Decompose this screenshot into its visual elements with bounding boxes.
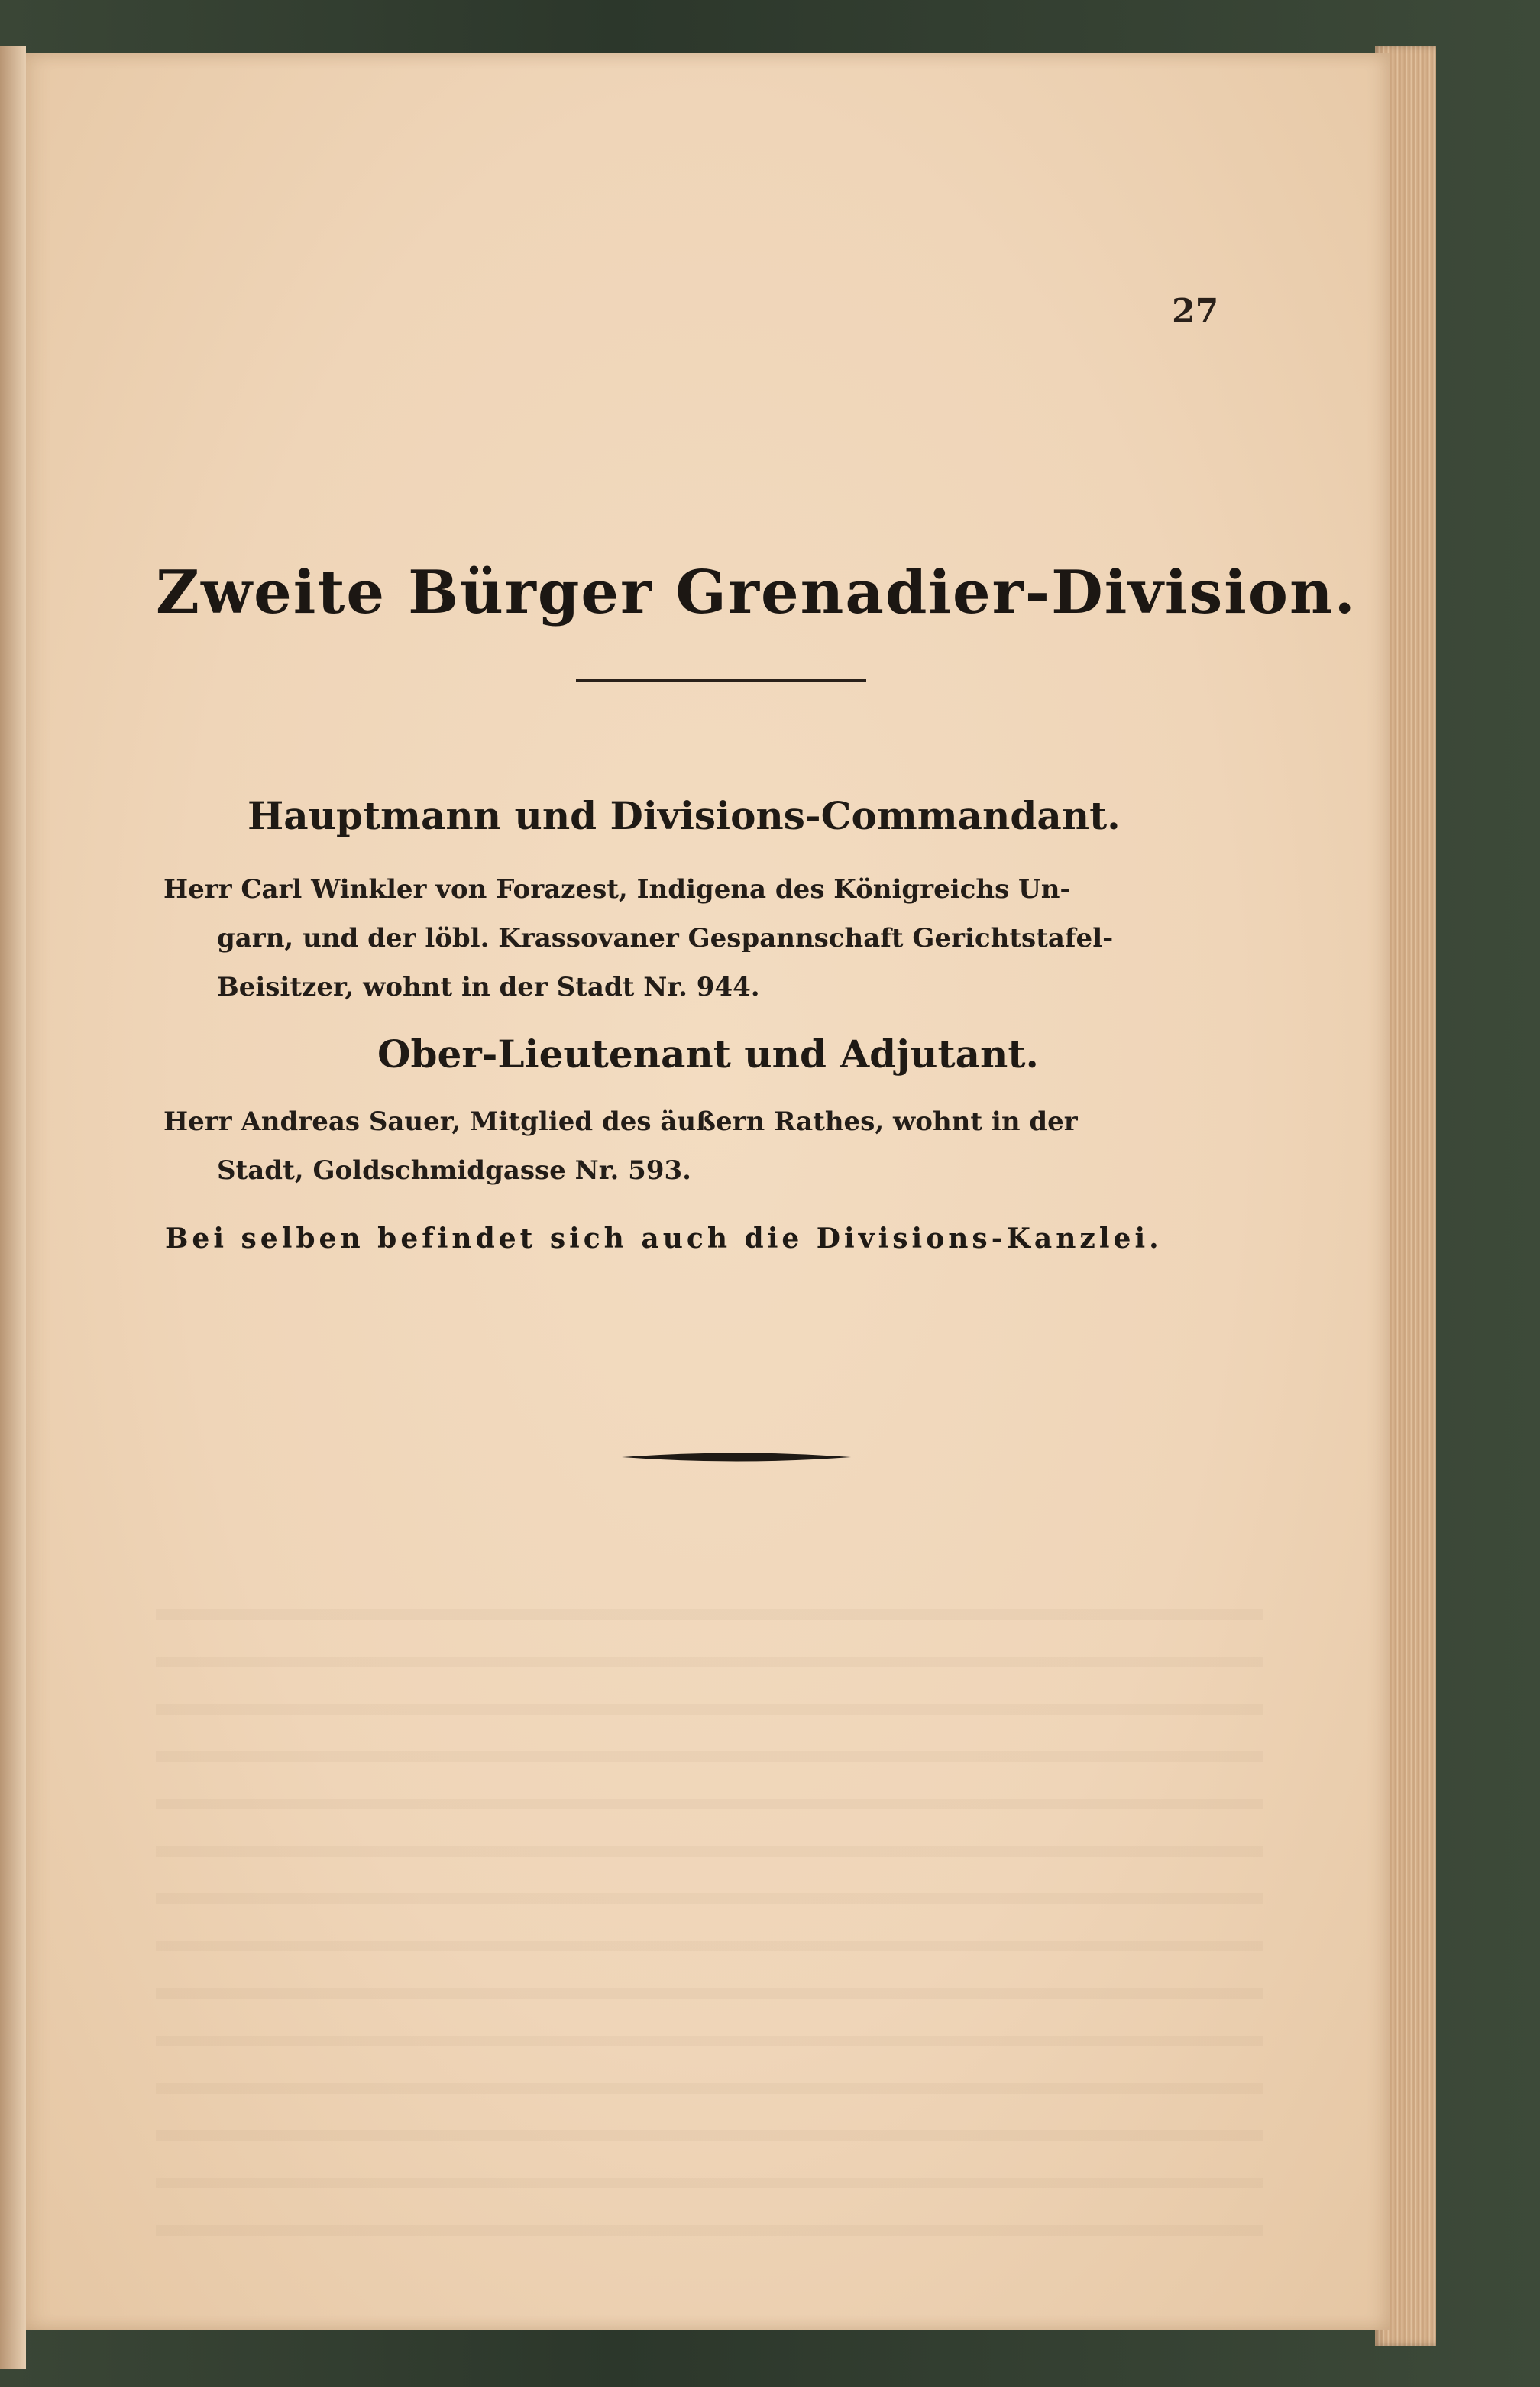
commander-paragraph <box>163 865 1256 1012</box>
book-page <box>26 53 1390 2330</box>
commander-line-2: garn, und der löbl. Krassovaner Gespannschaft Gerichtstafel- <box>217 923 1114 954</box>
page-number: 27 <box>1172 292 1219 331</box>
bleed-through-texture <box>156 1582 1263 2269</box>
section-title: Zweite Bürger Grenadier-Division. <box>156 558 1357 627</box>
divider-ornament <box>622 1446 851 1469</box>
title-rule <box>576 679 866 682</box>
commander-heading: Hauptmann und Divisions-Commandant. <box>247 793 1121 838</box>
adjutant-line-1: Herr Andreas Sauer, Mitglied des äußern Rathes, wohnt in der <box>163 1106 1078 1137</box>
adjutant-paragraph <box>163 1097 1256 1195</box>
left-page-edge <box>0 46 26 2369</box>
commander-line-3: Beisitzer, wohnt in der Stadt Nr. 944. <box>217 972 760 1002</box>
kanzlei-note: Bei selben befindet sich auch die Divisions-Kanzlei. <box>165 1223 1163 1255</box>
adjutant-heading: Ober-Lieutenant und Adjutant. <box>377 1032 1039 1077</box>
commander-line-1: Herr Carl Winkler von Forazest, Indigena des Königreichs Un- <box>163 874 1071 905</box>
adjutant-line-2: Stadt, Goldschmidgasse Nr. 593. <box>217 1155 691 1186</box>
